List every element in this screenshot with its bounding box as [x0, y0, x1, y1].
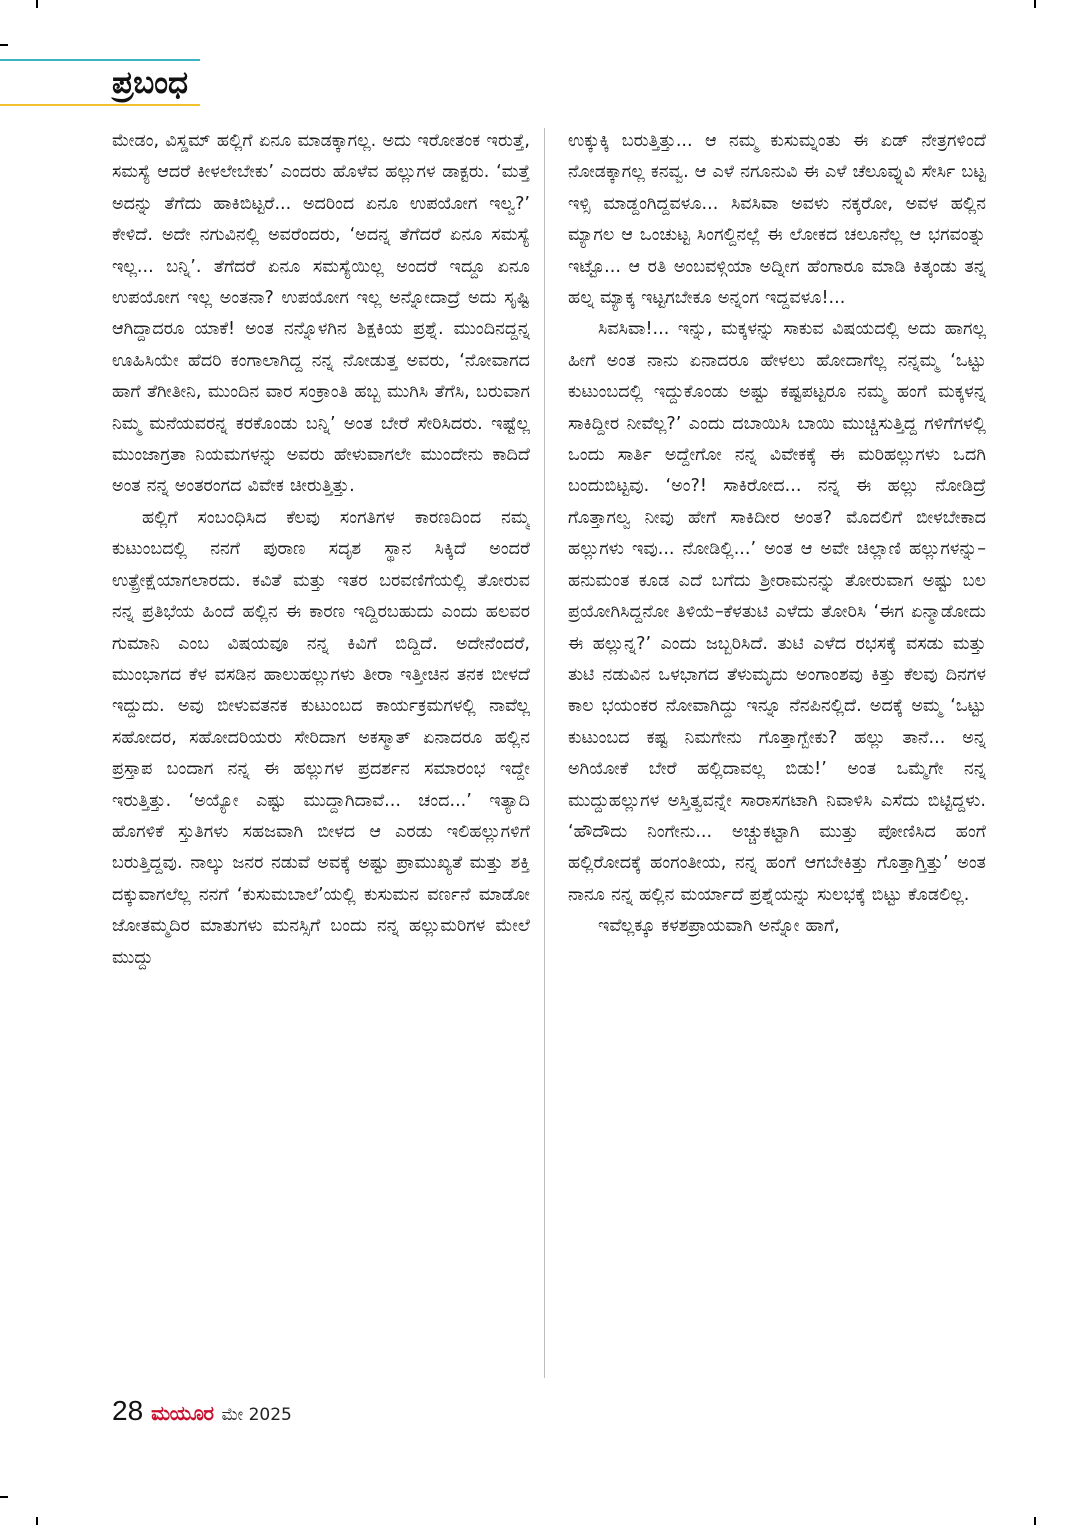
article-column-left [112, 126, 530, 1382]
column-divider [544, 128, 545, 1378]
paragraph: ಉಕ್ಕುಕ್ಕಿ ಬರುತ್ತಿತ್ತು... ಆ ನಮ್ಮ ಕುಸುಮ್ನಂತು ಈ ಏಡ್ ನೇತ್ರಗಳಿಂದೆ ನೋಡಕ್ಕಾಗಲ್ಲ ಕನವ್ವ. ಆ ಎಳೆ ನಗೂನುವಿ ಈ ಎಳೆ ಚೆಲೂವ್ನುವಿ ಸೇರ್ಸಿ ಬಟ್ಟ ಇಳ್ಸಿ ಮಾಡ್ದಂಗಿದ್ದವಳೂ... ಸಿವಸಿವಾ ಅವಳು ನಕ್ಕರೋ, ಅವಳ ಹಲ್ಲಿನ ಮ್ಯಾಗಲ ಆ ಒಂಚುಟ್ಟ ಸಿಂಗಲ್ದಿನಲ್ಲೆ ಈ ಲೋಕದ ಚಲೂನೆಲ್ಲ ಆ ಭಗವಂತ್ನು ಇಟ್ಟೊ... ಆ ರತಿ ಅಂಬವಳ್ಗಿಯಾ ಅದ್ನೀಗ ಹೆಂಗಾರೂ ಮಾಡಿ ಕಿತ್ಕಂಡು ತನ್ನ ಹಲ್ನ ಮ್ಯಾಕ್ಕ ಇಟ್ಟಗಬೇಕೂ ಅನ್ನಂಗ ಇದ್ದವಳೂ!... [568, 131, 986, 309]
paragraph: ಸಿವಸಿವಾ!... ಇನ್ನು, ಮಕ್ಕಳನ್ನು ಸಾಕುವ ವಿಷಯದಲ್ಲಿ ಅದು ಹಾಗಲ್ಲ ಹೀಗೆ ಅಂತ ನಾನು ಏನಾದರೂ ಹೇಳಲು ಹೋದಾಗೆಲ್ಲ ನನ್ನಮ್ಮ ‘ಒಟ್ಟು ಕುಟುಂಬದಲ್ಲಿ ಇದ್ದುಕೊಂಡು ಅಷ್ಟು ಕಷ್ಟಪಟ್ಟರೂ ನಮ್ಮ ಹಂಗೆ ಮಕ್ಕಳನ್ನ ಸಾಕಿದ್ದೀರ ನೀವೆಲ್ಲ?’ ಎಂದು ದಬಾಯಿಸಿ ಬಾಯಿ ಮುಚ್ಚಿಸುತ್ತಿದ್ದ ಗಳಿಗೆಗಳಲ್ಲಿ ಒಂದು ಸಾರ್ತಿ ಅದ್ದೇಗೋ ನನ್ನ ವಿವೇಕಕ್ಕೆ ಈ ಮರಿಹಲ್ಲುಗಳು ಒದಗಿ ಬಂದುಬಿಟ್ಟವು. ‘ಅಂ?! ಸಾಕಿರೋದ... ನನ್ನ ಈ ಹಲ್ಲು ನೋಡಿದ್ರೆ ಗೊತ್ತಾಗಲ್ವ ನೀವು ಹೇಗೆ ಸಾಕಿದೀರ ಅಂತ? ಮೊದಲಿಗೆ ಬೀಳಬೇಕಾದ ಹಲ್ಲುಗಳು ಇವು... ನೋಡಿಲ್ಲಿ...’ ಅಂತ ಆ ಅವೇ ಚಿಲ್ಲಾಣಿ ಹಲ್ಲುಗಳನ್ನು–ಹನುಮಂತ ಕೂಡ ಎದೆ ಬಗೆದು ಶ್ರೀರಾಮನನ್ನು ತೋರುವಾಗ ಅಷ್ಟು ಬಲ ಪ್ರಯೋಗಿಸಿದ್ದನೋ ತಿಳಿಯೆ–ಕೆಳತುಟಿ ಎಳೆದು ತೋರಿಸಿ ‘ಈಗ ಏನ್ಮಾಡೋದು ಈ ಹಲ್ಲುನ್ನ?’ ಎಂದು ಜಬ್ಬರಿಸಿದೆ. ತುಟಿ ಎಳೆದ ರಭಸಕ್ಕೆ ವಸಡು ಮತ್ತು ತುಟಿ ನಡುವಿನ ಒಳಭಾಗದ ತೆಳುಮೃದು ಅಂಗಾಂಶವು ಕಿತ್ತು ಕೆಲವು ದಿನಗಳ ಕಾಲ ಭಯಂಕರ ನೋವಾಗಿದ್ದು ಇನ್ನೂ ನೆನಪಿನಲ್ಲಿದೆ. ಅದಕ್ಕೆ ಅಮ್ಮ ‘ಒಟ್ಟು ಕುಟುಂಬದ ಕಷ್ಟ ನಿಮಗೇನು ಗೊತ್ತಾಗ್ಬೇಕು? ಹಲ್ಲು ತಾನೆ... ಅನ್ನ ಅಗಿಯೋಕೆ ಬೇರೆ ಹಲ್ಲಿದಾವಲ್ಲ ಬಿಡು!’ ಅಂತ ಒಮ್ಮೆಗೇ ನನ್ನ ಮುದ್ದುಹಲ್ಲುಗಳ ಅಸ್ತಿತ್ವವನ್ನೇ ಸಾರಾಸಗಟಾಗಿ ನಿವಾಳಿಸಿ ಎಸೆದು ಬಿಟ್ಟಿದ್ದಳು. ‘ಹೌದೌದು ನಿಂಗೇನು... ಅಚ್ಚುಕಟ್ಟಾಗಿ ಮುತ್ತು ಪೋಣಿಸಿದ ಹಂಗೆ ಹಲ್ಲಿರೋದಕ್ಕೆ ಹಂಗಂತೀಯ, ನನ್ನ ಹಂಗೆ ಆಗಬೇಕಿತ್ತು ಗೊತ್ತಾಗ್ತಿತ್ತು’ ಅಂತ ನಾನೂ ನನ್ನ ಹಲ್ಲಿನ ಮರ್ಯಾದೆ ಪ್ರಶ್ನೆಯನ್ನು ಸುಲಭಕ್ಕೆ ಬಿಟ್ಟು ಕೊಡಲಿಲ್ಲ. [568, 319, 986, 905]
section-title: ಪ್ರಬಂಧ [112, 65, 188, 101]
crop-mark [0, 44, 8, 46]
crop-mark [0, 1496, 8, 1498]
issue-date: ಮೇ 2025 [221, 1405, 292, 1425]
paragraph: ಮೇಡಂ, ವಿಸ್ಡಮ್ ಹಲ್ಲಿಗೆ ಏನೂ ಮಾಡಕ್ಕಾಗಲ್ಲ. ಅದು ಇರೋತಂಕ ಇರುತ್ತೆ, ಸಮಸ್ಯೆ ಆದರೆ ಕೀಳಲೇಬೇಕು’ ಎಂದರು ಹೊಳೆವ ಹಲ್ಲುಗಳ ಡಾಕ್ಟರು. ‘ಮತ್ತೆ ಅದನ್ನು ತೆಗೆದು ಹಾಕಿಬಿಟ್ಟರೆ... ಅದರಿಂದ ಏನೂ ಉಪಯೋಗ ಇಲ್ವ?’ ಕೇಳಿದೆ. ಅದೇ ನಗುವಿನಲ್ಲಿ ಅವರೆಂದರು, ‘ಅದನ್ನ ತೆಗೆದರೆ ಏನೂ ಸಮಸ್ಯೆ ಇಲ್ಲ... ಬನ್ನಿ’. ತೆಗೆದರೆ ಏನೂ ಸಮಸ್ಯೆಯಿಲ್ಲ ಅಂದರೆ ಇದ್ದೂ ಏನೂ ಉಪಯೋಗ ಇಲ್ಲ ಅಂತನಾ? ಉಪಯೋಗ ಇಲ್ಲ ಅನ್ನೋದಾದ್ರೆ ಅದು ಸೃಷ್ಟಿ ಆಗಿದ್ದಾದರೂ ಯಾಕೆ! ಅಂತ ನನ್ನೊಳಗಿನ ಶಿಕ್ಷಕಿಯ ಪ್ರಶ್ನೆ. ಮುಂದಿನದ್ದನ್ನ ಊಹಿಸಿಯೇ ಹೆದರಿ ಕಂಗಾಲಾಗಿದ್ದ ನನ್ನ ನೋಡುತ್ತ ಅವರು, ‘ನೋವಾಗದ ಹಾಗೆ ತೆಗೀತೀನಿ, ಮುಂದಿನ ವಾರ ಸಂಕ್ರಾಂತಿ ಹಬ್ಬ ಮುಗಿಸಿ ತೆಗೆಸಿ, ಬರುವಾಗ ನಿಮ್ಮ ಮನೆಯವರನ್ನ ಕರಕೊಂಡು ಬನ್ನಿ’ ಅಂತ ಬೇರೆ ಸೇರಿಸಿದರು. ಇಷ್ಟೆಲ್ಲ ಮುಂಜಾಗ್ರತಾ ನಿಯಮಗಳನ್ನು ಅವರು ಹೇಳುವಾಗಲೇ ಮುಂದೇನು ಕಾದಿದೆ ಅಂತ ನನ್ನ ಅಂತರಂಗದ ವಿವೇಕ ಚೀರುತ್ತಿತ್ತು. [112, 131, 530, 497]
paragraph: ಹಲ್ಲಿಗೆ ಸಂಬಂಧಿಸಿದ ಕೆಲವು ಸಂಗತಿಗಳ ಕಾರಣದಿಂದ ನಮ್ಮ ಕುಟುಂಬದಲ್ಲಿ ನನಗೆ ಪುರಾಣ ಸದೃಶ ಸ್ಥಾನ ಸಿಕ್ಕಿದೆ ಅಂದರೆ ಉತ್ಪ್ರೇಕ್ಷೆಯಾಗಲಾರದು. ಕವಿತೆ ಮತ್ತು ಇತರ ಬರವಣಿಗೆಯಲ್ಲಿ ತೋರುವ ನನ್ನ ಪ್ರತಿಭೆಯ ಹಿಂದೆ ಹಲ್ಲಿನ ಈ ಕಾರಣ ಇದ್ದಿರಬಹುದು ಎಂದು ಹಲವರ ಗುಮಾನಿ ಎಂಬ ವಿಷಯವೂ ನನ್ನ ಕಿವಿಗೆ ಬಿದ್ದಿದೆ. ಅದೇನೆಂದರೆ, ಮುಂಭಾಗದ ಕೆಳ ವಸಡಿನ ಹಾಲುಹಲ್ಲುಗಳು ತೀರಾ ಇತ್ತೀಚಿನ ತನಕ ಬೀಳದೆ ಇದ್ದುದು. ಅವು ಬೀಳುವತನಕ ಕುಟುಂಬದ ಕಾರ್ಯಕ್ರಮಗಳಲ್ಲಿ ನಾವೆಲ್ಲ ಸಹೋದರ, ಸಹೋದರಿಯರು ಸೇರಿದಾಗ ಅಕಸ್ಮಾತ್ ಏನಾದರೂ ಹಲ್ಲಿನ ಪ್ರಸ್ತಾಪ ಬಂದಾಗ ನನ್ನ ಈ ಹಲ್ಲುಗಳ ಪ್ರದರ್ಶನ ಸಮಾರಂಭ ಇದ್ದೇ ಇರುತ್ತಿತ್ತು. ‘ಅಯ್ಯೋ ಎಷ್ಟು ಮುದ್ದಾಗಿದಾವೆ... ಚಂದ...’ ಇತ್ಯಾದಿ ಹೊಗಳಿಕೆ ಸ್ತುತಿಗಳು ಸಹಜವಾಗಿ ಬೀಳದ ಆ ಎರಡು ಇಲಿಹಲ್ಲುಗಳಿಗೆ ಬರುತ್ತಿದ್ದವು. ನಾಲ್ಕು ಜನರ ನಡುವೆ ಅವಕ್ಕೆ ಅಷ್ಟು ಪ್ರಾಮುಖ್ಯತೆ ಮತ್ತು ಶಕ್ತಿ ದಕ್ಕುವಾಗಲೆಲ್ಲ ನನಗೆ ‘ಕುಸುಮಬಾಲೆ’ಯಲ್ಲಿ ಕುಸುಮನ ವರ್ಣನೆ ಮಾಡೋ ಜೋತಮ್ಮದಿರ ಮಾತುಗಳು ಮನಸ್ಸಿಗೆ ಬಂದು ನನ್ನ ಹಲ್ಲುಮರಿಗಳ ಮೇಲೆ ಮುದ್ದು [112, 507, 530, 968]
magazine-logo: ಮಯೂರ [151, 1401, 214, 1425]
page-number: 28 [112, 1395, 144, 1426]
crop-mark [1034, 0, 1036, 8]
crop-mark [36, 1517, 38, 1525]
crop-mark [1034, 1517, 1036, 1525]
header-rule-gold [0, 104, 200, 106]
page-footer [112, 1395, 292, 1429]
crop-mark [36, 0, 38, 8]
header-rule-teal [0, 59, 200, 61]
article-column-right [568, 126, 986, 1382]
paragraph: ಇವೆಲ್ಲಕ್ಕೂ ಕಳಶಪ್ರಾಯವಾಗಿ ಅನ್ನೋ ಹಾಗೆ, [598, 916, 840, 937]
